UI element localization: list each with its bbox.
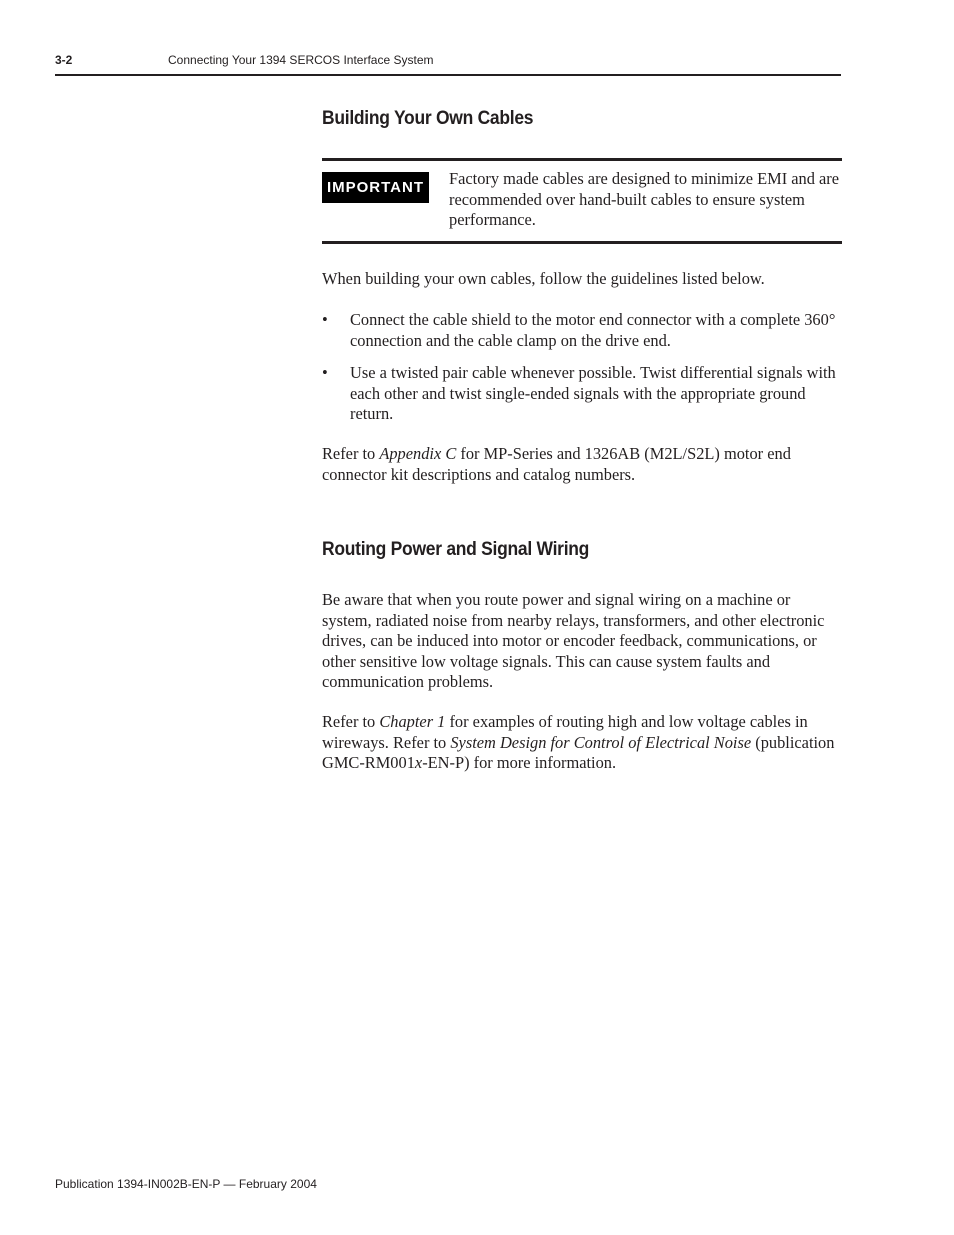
publication-footer: Publication 1394-IN002B-EN-P — February 2004 bbox=[55, 1177, 317, 1191]
noise-warning-paragraph: Be aware that when you route power and signal wiring on a machine or system, radiated noise from nearby relays, transformers, and other electronic drives, can be induced into motor or encoder feedback, communications, or other sensitive low voltage signals. This can cause system faults and communication problems. bbox=[322, 590, 825, 691]
text-run: (publication GMC-RM001 bbox=[322, 732, 835, 772]
text-run: Refer to bbox=[322, 712, 380, 731]
list-item-text: Use a twisted pair cable whenever possible. Twist differential signals with each other and twist single-ended signals with the appropriate ground return. bbox=[350, 363, 836, 423]
header-rule bbox=[55, 74, 841, 76]
text-run: -EN-P) for more information. bbox=[422, 753, 617, 772]
important-note-text: Factory made cables are designed to minimize EMI and are recommended over hand-built cables to ensure system performance. bbox=[449, 169, 840, 229]
chapter-1-reference: Chapter 1 bbox=[379, 712, 446, 731]
page-number: 3-2 bbox=[55, 53, 73, 67]
section-heading-building-cables: Building Your Own Cables bbox=[322, 108, 534, 129]
publication-variable: x bbox=[414, 753, 423, 772]
appendix-reference-paragraph bbox=[322, 444, 844, 485]
appendix-c-reference: Appendix C bbox=[379, 444, 457, 463]
publication-title-reference: System Design for Control of Electrical Noise bbox=[450, 732, 752, 752]
running-header: Connecting Your 1394 SERCOS Interface System bbox=[168, 53, 434, 67]
chapter-reference-paragraph bbox=[322, 712, 844, 774]
text-run: for examples of routing high and low voltage cables in wireways. Refer to bbox=[322, 712, 808, 752]
text-run: for MP-Series and 1326AB (M2L/S2L) motor end connector kit descriptions and catalog numbers. bbox=[322, 444, 791, 484]
important-box-top-rule bbox=[322, 158, 842, 161]
section-heading-routing-wiring: Routing Power and Signal Wiring bbox=[322, 539, 590, 560]
important-box-bottom-rule bbox=[322, 241, 842, 244]
list-item-text: Connect the cable shield to the motor end connector with a complete 360° connection and the cable clamp on the drive end. bbox=[350, 310, 836, 350]
bullet-icon: • bbox=[322, 310, 328, 329]
bullet-icon: • bbox=[322, 363, 328, 382]
intro-paragraph: When building your own cables, follow the guidelines listed below. bbox=[322, 269, 765, 288]
text-run: Refer to bbox=[322, 444, 380, 463]
important-label: IMPORTANT bbox=[322, 172, 429, 203]
